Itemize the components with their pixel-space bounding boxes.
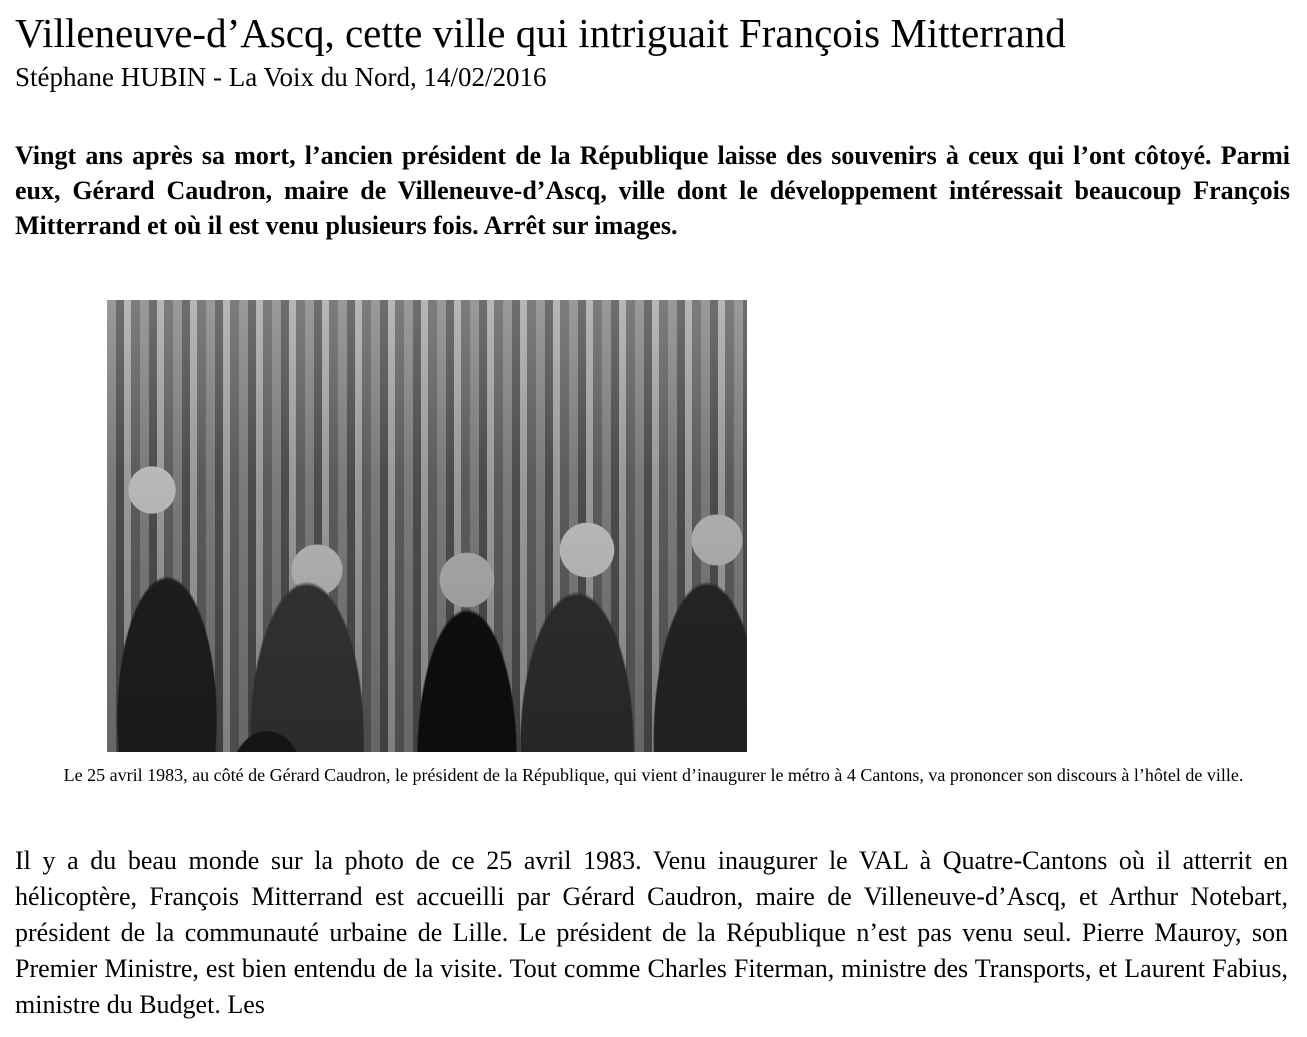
article-body: Il y a du beau monde sur la photo de ce 25 avril 1983. Venu inaugurer le VAL à Quatre-Cantons où il atterrit en hélicoptère, François Mitterrand est accueilli par Gérard Caudron, maire de Villeneuve-d’Ascq, et Arthur Notebart, président de la communauté urbaine de Lille. Le président de la République n’est pas venu seul. Pierre Mauroy, son Premier Ministre, est bien entendu de la visite. Tout comme Charles Fiterman, ministre des Transports, et Laurent Fabius, ministre du Budget. Les <box>15 846 1288 1019</box>
article-byline: Stéphane HUBIN - La Voix du Nord, 14/02/2016 <box>15 62 547 92</box>
article-title: Villeneuve-d’Ascq, cette ville qui intriguait François Mitterrand <box>15 10 1066 56</box>
article-photo <box>107 300 747 752</box>
photo-caption: Le 25 avril 1983, au côté de Gérard Caudron, le président de la République, qui vient d’inaugurer le métro à 4 Cantons, va prononcer son discours à l’hôtel de ville. <box>63 765 1244 785</box>
article-lead: Vingt ans après sa mort, l’ancien président de la République laisse des souvenirs à ceux qui l’ont côtoyé. Parmi eux, Gérard Caudron, maire de Villeneuve-d’Ascq, ville dont le développement intéressait beaucoup François Mitterrand et où il est venu plusieurs fois. Arrêt sur images. <box>15 141 1290 240</box>
